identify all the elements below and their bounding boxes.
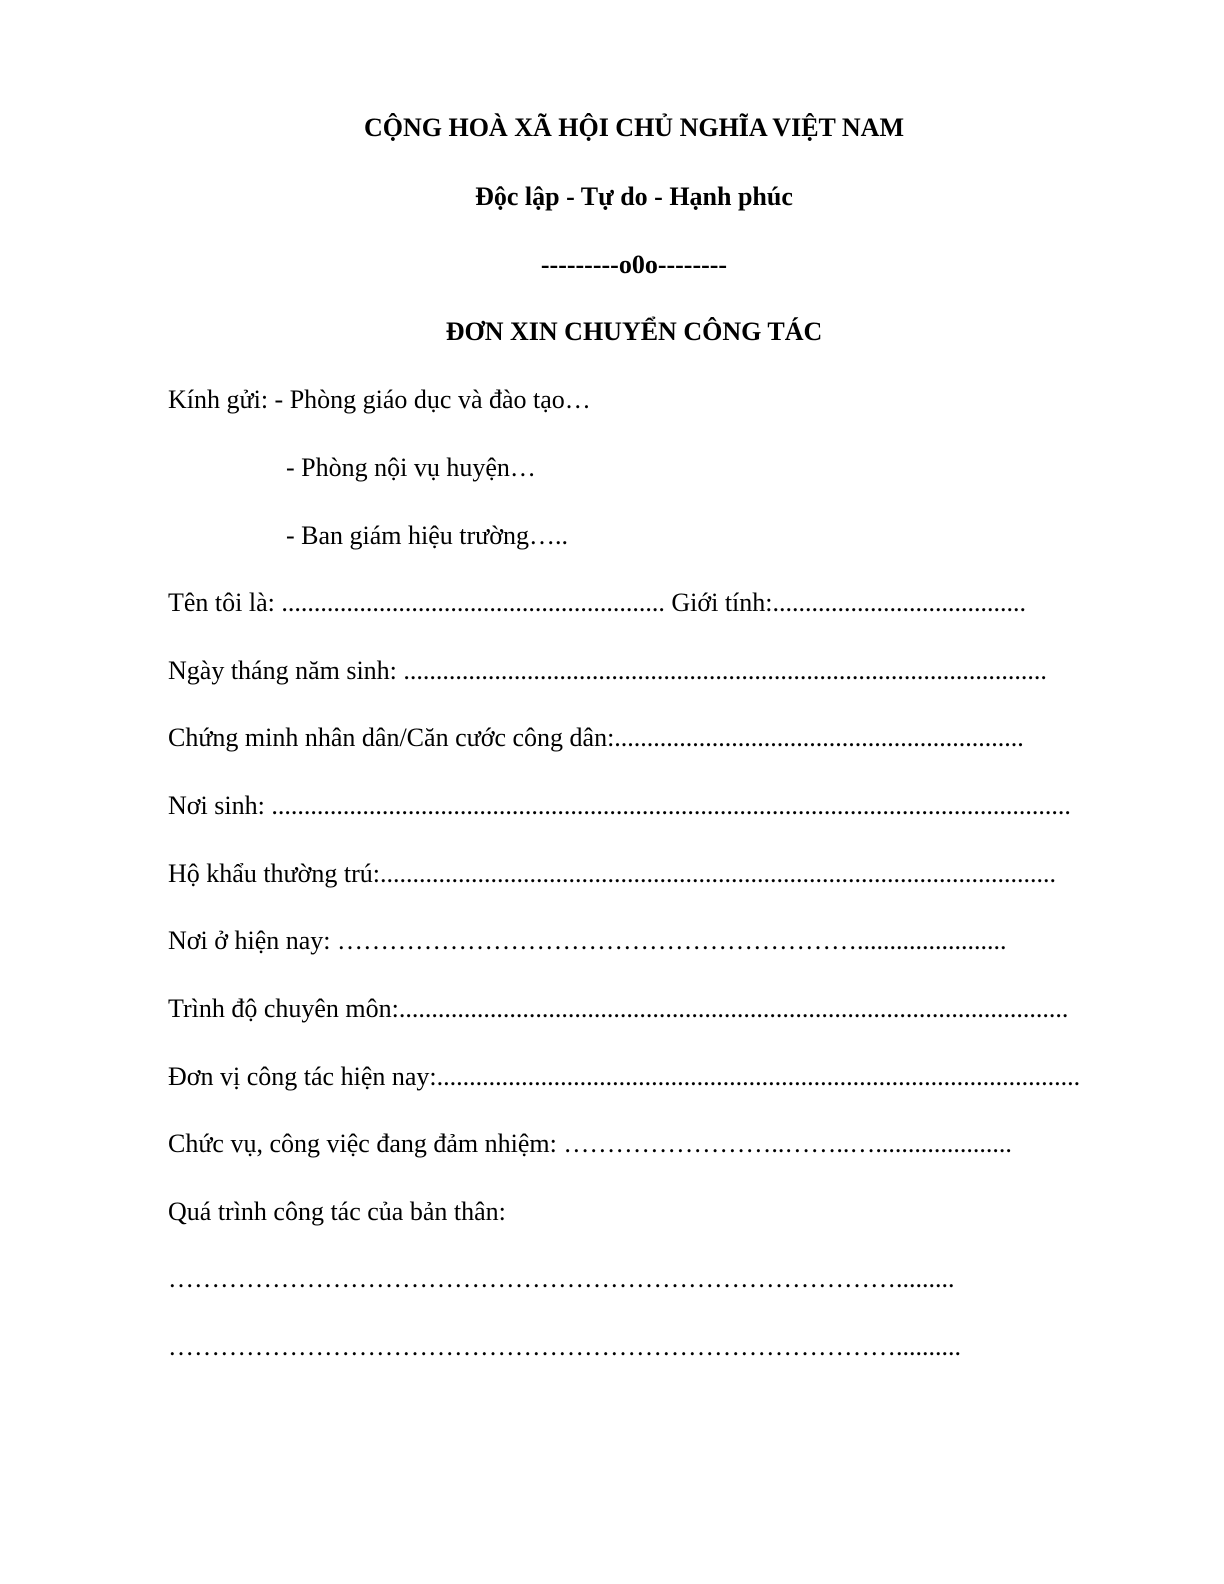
work-history-line: ………………………………………………………………………….......... xyxy=(168,1332,961,1361)
field-current-workplace: Đơn vị công tác hiện nay:................................................................................................... xyxy=(168,1062,1081,1091)
heading-separator: ---------o0o-------- xyxy=(540,250,728,279)
field-work-history-label: Quá trình công tác của bản thân: xyxy=(168,1197,506,1226)
work-history-line: …………………………………………………………………………......... xyxy=(168,1264,955,1293)
document-title: ĐƠN XIN CHUYỂN CÔNG TÁC xyxy=(445,317,823,346)
nation-heading: CỘNG HOÀ XÃ HỘI CHỦ NGHĨA VIỆT NAM xyxy=(363,113,905,142)
recipient-intro: Kính gửi: - Phòng giáo dục và đào tạo… xyxy=(168,385,591,414)
field-name-gender: Tên tôi là: ........................................................... Giới tính:....................................... xyxy=(168,588,1026,617)
field-qualification: Trình độ chuyên môn:....................................................................................................... xyxy=(168,994,1069,1023)
recipient-item: - Phòng nội vụ huyện… xyxy=(286,453,536,482)
field-id-number: Chứng minh nhân dân/Căn cước công dân:............................................................... xyxy=(168,723,1024,752)
field-permanent-residence: Hộ khẩu thường trú:........................................................................................................ xyxy=(168,859,1056,888)
field-position: Chức vụ, công việc đang đảm nhiệm: ……………………..……..…..................... xyxy=(168,1129,1012,1158)
field-current-residence: Nơi ở hiện nay: ……………………………………………………....................... xyxy=(168,926,1007,955)
field-date-of-birth: Ngày tháng năm sinh: ................................................................................................... xyxy=(168,656,1047,685)
field-birthplace: Nơi sinh: ........................................................................................................................... xyxy=(168,791,1071,820)
recipient-item: - Ban giám hiệu trường….. xyxy=(286,521,569,550)
motto-heading: Độc lập - Tự do - Hạnh phúc xyxy=(475,182,793,211)
